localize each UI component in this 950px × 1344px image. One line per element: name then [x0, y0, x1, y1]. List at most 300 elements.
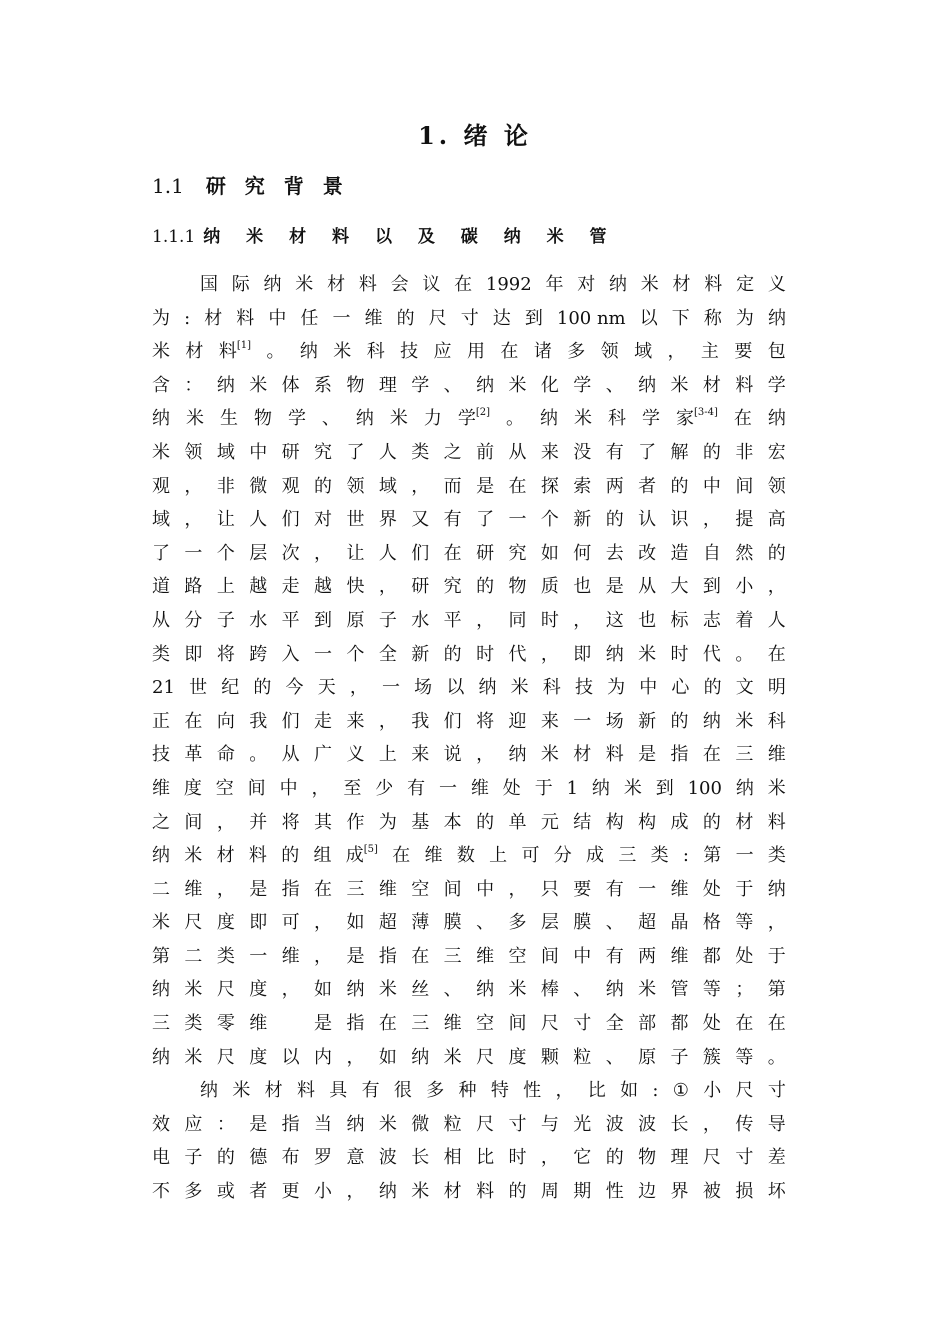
glyph: 观 [152, 475, 170, 497]
glyph: 维 [470, 777, 489, 799]
glyph: 维 [364, 307, 383, 329]
glyph: 包 [767, 341, 786, 363]
glyph: 度 [508, 1046, 527, 1068]
glyph: 成 [586, 845, 605, 867]
glyph: 代 [508, 643, 527, 665]
glyph: 尺 [216, 1046, 235, 1068]
glyph: 料 [476, 1181, 495, 1203]
glyph: 在 [443, 542, 462, 564]
glyph: 多 [508, 912, 527, 934]
glyph: 料 [296, 1080, 315, 1102]
glyph: 米 [152, 341, 170, 363]
glyph: 米 [333, 341, 352, 363]
body-paragraphs [152, 268, 786, 1209]
glyph: 纳 [152, 845, 170, 867]
glyph: 米 [152, 912, 170, 934]
glyph: ， [555, 1080, 574, 1102]
glyph: 水 [411, 609, 430, 631]
glyph: 路 [184, 576, 203, 598]
text-line [152, 806, 786, 840]
glyph: ， [314, 542, 333, 564]
glyph: 小 [703, 1080, 722, 1102]
glyph: 义 [767, 274, 786, 295]
glyph: 至 [343, 777, 362, 799]
glyph: 应 [433, 341, 452, 363]
glyph: 丝 [411, 979, 430, 1001]
glyph: 米 [184, 979, 203, 1001]
glyph: 材 [735, 811, 754, 833]
glyph: 是 [346, 945, 365, 967]
glyph: 的 [605, 1147, 624, 1169]
glyph: 从 [152, 609, 170, 631]
text-line [152, 369, 786, 403]
glyph: 度 [216, 912, 235, 934]
text-line [152, 873, 786, 907]
glyph: 类 [767, 845, 786, 867]
glyph: 平 [443, 609, 462, 631]
glyph: 领 [346, 475, 365, 497]
glyph: 材 [204, 307, 223, 329]
glyph: 薄 [411, 912, 430, 934]
glyph: 微 [249, 475, 268, 497]
glyph: 二 [152, 878, 170, 900]
glyph: 用 [466, 341, 485, 363]
glyph: 新 [411, 643, 430, 665]
glyph: 、 [605, 912, 624, 934]
glyph: 中 [268, 307, 287, 329]
glyph: 米 [508, 374, 527, 396]
glyph: 纳 [200, 1080, 218, 1102]
glyph: 米 [670, 374, 689, 396]
text-line [152, 973, 786, 1007]
glyph: 也 [638, 609, 657, 631]
glyph: 学 [287, 408, 306, 430]
glyph: 应 [184, 1113, 203, 1135]
glyph: 第 [767, 979, 786, 1001]
text-line [152, 1108, 786, 1142]
glyph: 观 [281, 475, 300, 497]
glyph: 性 [523, 1080, 542, 1102]
glyph: 有 [443, 509, 462, 531]
glyph: 材 [216, 845, 235, 867]
glyph: 、 [605, 1046, 624, 1068]
glyph: 膜 [443, 912, 462, 934]
glyph: 在 [378, 1013, 397, 1035]
glyph: 次 [281, 542, 300, 564]
glyph: 纳 [702, 710, 721, 732]
glyph: 膜 [573, 912, 592, 934]
glyph: 子 [378, 609, 397, 631]
glyph: 向 [216, 710, 235, 732]
glyph: 的 [476, 811, 495, 833]
glyph: ， [476, 744, 495, 766]
glyph: 到 [655, 777, 674, 799]
glyph: 对 [314, 509, 333, 531]
glyph: 物 [346, 374, 365, 396]
glyph: 对 [577, 274, 596, 295]
glyph: 、 [321, 408, 340, 430]
glyph: 研 [476, 542, 495, 564]
glyph: 走 [314, 710, 333, 732]
glyph: 、 [443, 979, 462, 1001]
glyph: 中 [639, 677, 658, 699]
glyph: 间 [508, 1013, 527, 1035]
glyph: 下 [671, 307, 690, 329]
glyph: 在 [454, 274, 473, 295]
glyph: 的 [703, 677, 722, 699]
text-line [152, 906, 786, 940]
glyph: 维 [670, 878, 689, 900]
glyph: 层 [540, 912, 559, 934]
text-line [152, 503, 786, 537]
glyph: 没 [573, 441, 592, 463]
glyph: 将 [216, 643, 235, 665]
glyph: 平 [281, 609, 300, 631]
glyph: 迎 [508, 710, 527, 732]
glyph: 纳 [152, 1046, 170, 1068]
glyph: 在 [735, 1013, 754, 1035]
glyph: 于 [735, 878, 754, 900]
glyph: 在 [702, 744, 721, 766]
glyph: 在 [411, 945, 430, 967]
glyph: 快 [346, 576, 365, 598]
glyph: 材 [327, 274, 346, 295]
glyph: 意 [346, 1147, 365, 1169]
glyph: 域 [216, 441, 235, 463]
glyph: 可 [281, 912, 300, 934]
glyph: 指 [281, 878, 300, 900]
text-line [152, 671, 786, 705]
glyph: 自 [702, 542, 721, 564]
text-line [152, 738, 786, 772]
glyph: 为 [607, 677, 626, 699]
glyph: 传 [735, 1113, 754, 1135]
glyph: 料 [605, 744, 624, 766]
subsection-heading [152, 222, 617, 247]
glyph: 一 [332, 307, 351, 329]
glyph: 纳 [735, 777, 754, 799]
glyph: ， [540, 643, 559, 665]
glyph: 一 [735, 845, 754, 867]
glyph: 纳 [346, 979, 365, 1001]
glyph: 为 [378, 811, 397, 833]
glyph: ， [667, 341, 686, 363]
glyph: 为 [735, 307, 754, 329]
glyph: 了 [638, 441, 657, 463]
glyph: 也 [573, 576, 592, 598]
glyph: 同 [508, 609, 527, 631]
glyph: 尺 [476, 1113, 495, 1135]
glyph: 一 [638, 878, 657, 900]
glyph: 料 [236, 307, 255, 329]
glyph: 处 [735, 945, 754, 967]
glyph: 材 [185, 341, 204, 363]
glyph: 、 [443, 374, 462, 396]
glyph: 度 [183, 777, 202, 799]
glyph: 纳 [767, 878, 786, 900]
glyph: 多 [184, 1181, 203, 1203]
glyph: 维 [670, 945, 689, 967]
glyph: 人 [767, 609, 786, 631]
glyph: 如 [378, 1046, 397, 1068]
glyph: 入 [281, 643, 300, 665]
glyph: 微 [411, 1113, 430, 1135]
glyph: ， [702, 1113, 721, 1135]
glyph: 的 [253, 677, 272, 699]
glyph: ， [378, 576, 397, 598]
glyph: 空 [215, 777, 234, 799]
glyph: 物 [253, 408, 272, 430]
glyph: 纳 [605, 979, 624, 1001]
glyph: 时 [670, 643, 689, 665]
glyph: 理 [670, 1147, 689, 1169]
glyph: 一 [382, 677, 400, 699]
glyph: 类 [184, 1013, 203, 1035]
glyph: 这 [605, 609, 624, 631]
glyph: 一 [249, 945, 268, 967]
glyph: ： [216, 1113, 235, 1135]
glyph: 义 [346, 744, 365, 766]
glyph: 米 [378, 979, 397, 1001]
glyph: 三 [411, 1013, 430, 1035]
text-line [152, 705, 786, 739]
glyph: 材 [702, 374, 721, 396]
glyph: 域 [152, 509, 170, 531]
glyph: 数 [456, 845, 475, 867]
glyph: 在 [392, 845, 411, 867]
glyph: 维 [476, 945, 495, 967]
glyph: 粒 [573, 1046, 592, 1068]
glyph: 维 [378, 878, 397, 900]
glyph: 纳 [591, 777, 610, 799]
glyph: 诸 [533, 341, 552, 363]
glyph: 纳 [478, 677, 497, 699]
glyph: 又 [411, 509, 430, 531]
glyph: 水 [249, 609, 268, 631]
citation-ref: [3-4] [693, 407, 718, 419]
glyph: 在 [500, 341, 519, 363]
glyph: 是 [476, 475, 495, 497]
glyph: 少 [375, 777, 394, 799]
glyph: 有 [605, 945, 624, 967]
glyph: 中 [702, 475, 721, 497]
glyph: 材 [573, 744, 592, 766]
glyph: 损 [735, 1181, 754, 1203]
glyph: 跨 [249, 643, 268, 665]
glyph: 之 [152, 811, 170, 833]
glyph: 中 [573, 945, 592, 967]
glyph: 世 [189, 677, 208, 699]
glyph: 米 [640, 274, 659, 295]
text-line [152, 302, 786, 336]
glyph: 认 [638, 509, 657, 531]
glyph: 代 [702, 643, 721, 665]
glyph: 一 [439, 777, 458, 799]
glyph: 大 [670, 576, 689, 598]
glyph: 际 [231, 274, 250, 295]
glyph: 米 [638, 643, 657, 665]
glyph: ， [314, 945, 333, 967]
glyph: 造 [670, 542, 689, 564]
glyph: 称 [703, 307, 722, 329]
glyph: 米 [249, 374, 268, 396]
latin-run: 100 nm [556, 307, 626, 329]
glyph: 分 [184, 609, 203, 631]
glyph: 超 [638, 912, 657, 934]
glyph: 域 [378, 475, 397, 497]
glyph: 处 [702, 878, 721, 900]
glyph: 维 [249, 1013, 268, 1035]
glyph: 效 [152, 1113, 170, 1135]
glyph: 如 [314, 979, 333, 1001]
glyph: 的 [476, 576, 495, 598]
glyph: 从 [508, 441, 527, 463]
glyph: 如 [540, 542, 559, 564]
glyph: 材 [443, 1181, 462, 1203]
glyph: 即 [573, 643, 592, 665]
glyph: 结 [573, 811, 592, 833]
glyph: 将 [281, 811, 300, 833]
text-line [152, 638, 786, 672]
glyph: 志 [702, 609, 721, 631]
subsection-number: 1.1.1 [152, 227, 196, 247]
glyph: 米 [378, 1113, 397, 1135]
glyph: 料 [358, 274, 377, 295]
glyph: 的 [314, 475, 333, 497]
glyph: 正 [152, 710, 170, 732]
section-number: 1.1 [152, 174, 184, 198]
glyph: ， [767, 912, 786, 934]
glyph: 是 [249, 878, 268, 900]
glyph: 中 [279, 777, 298, 799]
glyph: 导 [767, 1113, 786, 1135]
glyph: 来 [411, 744, 430, 766]
glyph: 维 [152, 777, 170, 799]
glyph: 的 [508, 1181, 527, 1203]
glyph: 物 [508, 576, 527, 598]
glyph: 人 [378, 441, 397, 463]
text-line [152, 772, 786, 806]
glyph: 子 [216, 609, 235, 631]
text-line [152, 1074, 786, 1108]
citation-ref: [2] [475, 407, 491, 419]
glyph: 米 [540, 744, 559, 766]
glyph: 于 [767, 945, 786, 967]
text-line [152, 940, 786, 974]
glyph: 类 [411, 441, 430, 463]
glyph: ， [349, 677, 368, 699]
glyph: ， [767, 576, 786, 598]
section-title-text: 研 究 背 景 [205, 174, 349, 198]
glyph: 米 [152, 441, 170, 463]
glyph: 维 [281, 945, 300, 967]
section-heading [152, 170, 349, 199]
glyph: 我 [249, 710, 268, 732]
glyph: 何 [573, 542, 592, 564]
glyph: 前 [476, 441, 495, 463]
glyph: 一 [184, 542, 203, 564]
glyph: 成[5] [345, 844, 378, 867]
glyph: 成 [670, 811, 689, 833]
glyph: 性 [605, 1181, 624, 1203]
glyph: 只 [540, 878, 559, 900]
glyph: 纳 [299, 341, 318, 363]
glyph: 到 [314, 609, 333, 631]
glyph: 议 [422, 274, 441, 295]
glyph: 米 [295, 274, 314, 295]
glyph: 尺 [216, 979, 235, 1001]
glyph: 明 [767, 677, 786, 699]
glyph: 光 [573, 1113, 592, 1135]
chapter-title: 1. 绪 论 [418, 121, 532, 150]
glyph: ， [216, 811, 235, 833]
glyph: 越 [249, 576, 268, 598]
glyph: ， [540, 1147, 559, 1169]
latin-run: 1 [566, 777, 579, 799]
text-line [152, 1007, 786, 1041]
glyph: 二 [184, 945, 203, 967]
glyph: 时 [540, 609, 559, 631]
glyph: 标 [670, 609, 689, 631]
glyph: 心 [671, 677, 690, 699]
glyph: 质 [540, 576, 559, 598]
glyph: 料 [767, 811, 786, 833]
glyph: 着 [735, 609, 754, 631]
text-line [152, 402, 786, 436]
glyph: : [682, 845, 689, 867]
latin-run: 1992 [485, 274, 532, 295]
glyph: 命 [216, 744, 235, 766]
glyph: 寸 [767, 1080, 786, 1102]
glyph: 学 [573, 374, 592, 396]
glyph: ， [184, 475, 203, 497]
glyph: 的 [281, 845, 300, 867]
glyph: 米 [185, 408, 204, 430]
glyph: 生 [219, 408, 238, 430]
glyph: 可 [521, 845, 540, 867]
glyph: 以 [446, 677, 465, 699]
glyph: 新 [638, 710, 657, 732]
glyph: 物 [638, 1147, 657, 1169]
glyph: 在 [767, 1013, 786, 1035]
latin-run: 21 [152, 677, 175, 699]
glyph: 主 [700, 341, 719, 363]
glyph: 料[1] [218, 340, 252, 363]
glyph: 分 [553, 845, 572, 867]
glyph: 料 [704, 274, 723, 295]
glyph: 去 [605, 542, 624, 564]
glyph: 、 [476, 912, 495, 934]
glyph: 人 [378, 542, 397, 564]
glyph: 让 [346, 542, 365, 564]
glyph: 寸 [460, 307, 479, 329]
glyph: 子 [670, 1046, 689, 1068]
glyph: 有 [605, 878, 624, 900]
glyph: 维 [424, 845, 443, 867]
glyph: 研 [411, 576, 430, 598]
glyph: 上 [378, 744, 397, 766]
glyph: 种 [458, 1080, 477, 1102]
glyph: 类 [152, 643, 170, 665]
glyph: 空 [508, 945, 527, 967]
text-line [152, 839, 786, 873]
citation-ref: [5] [363, 844, 378, 856]
glyph: 在 [314, 878, 333, 900]
glyph: 从 [281, 744, 300, 766]
glyph: 米 [411, 1181, 430, 1203]
glyph: 粒 [443, 1113, 462, 1135]
glyph: 都 [670, 1013, 689, 1035]
